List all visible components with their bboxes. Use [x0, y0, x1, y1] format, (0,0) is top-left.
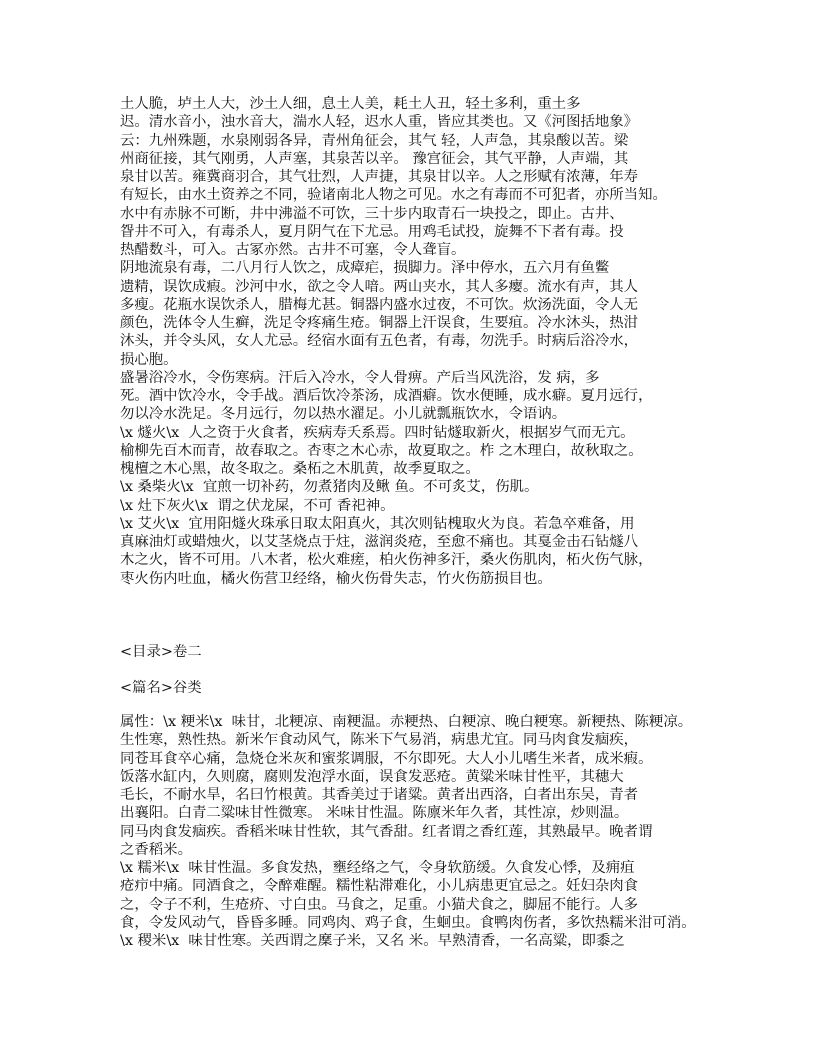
text-line: \x 桑柴火\x 宜煎一切补药，勿煮猪肉及鳅 鱼。不可炙艾，伤肌。 — [120, 479, 539, 496]
text-line: 盛暑浴冷水，令伤寒病。汗后入冷水，令人骨痹。产后当风洗浴，发 病，多 — [120, 369, 600, 386]
text-line: 多瘦。花瓶水误饮杀人，腊梅尤甚。铜器内盛水过夜，不可饮。炊汤洗面，令人无 — [120, 296, 639, 313]
text-line: 遗精，误饮成瘕。沙河中水，欲之令人喑。两山夹水，其人多瘿。流水有声，其人 — [120, 278, 639, 295]
text-line: 榆柳先百木而青，故春取之。杏枣之木心赤，故夏取之。柞 之木理白，故秋取之。 — [120, 442, 643, 459]
text-line: 沐头，并令头风，女人尤忌。经宿水面有五色者，有毒，勿洗手。时病后浴冷水， — [120, 333, 639, 350]
text-line: 木之火，皆不可用。八木者，松火难瘥，柏火伤神多汗，桑火伤肌肉，柘火伤气脉， — [120, 552, 653, 569]
text-line: 水中有赤脉不可断，井中沸溢不可饮，三十步内取青石一块投之，即止。古井、 — [120, 205, 624, 222]
text-line: 同马肉食发痼疾。香稻米味甘性软，其气香甜。红者谓之香红莲，其熟最早。晚者谓 — [120, 823, 653, 840]
text-line: 阴地流泉有毒，二八月行人饮之，成瘴疟，损脚力。泽中停水，五六月有鱼鳖 — [120, 260, 610, 277]
text-line: 颜色，洗体令人生癣，洗足令疼痛生疮。铜器上汗误食，生要疽。冷水沐头，热泔 — [120, 315, 639, 331]
text-line: \x 稷米\x 味甘性寒。关西谓之穈子米，又名 米。早熟清香，一名高粱，即黍之 — [120, 933, 625, 949]
text-line: 饭落水缸内，久则腐，腐则发泡浮水面，误食发恶疮。黄粱米味甘性平，其穗大 — [120, 768, 624, 785]
text-line: 同苍耳食卒心痛，急烧仓米灰和蜜浆调服，不尔即死。大人小儿嗜生米者，成米瘕。 — [120, 750, 653, 767]
catalog-heading: <目录>卷二 — [120, 644, 202, 660]
text-line: \x 艾火\x 宜用阳燧火珠承日取太阳真火，其次则钻槐取火为良。若急卒难备，用 — [120, 515, 635, 532]
chapter-heading: <篇名>谷类 — [120, 680, 202, 696]
text-line: 属性：\x 粳米\x 味甘，北粳凉、南粳温。赤粳热、白粳凉、晚白粳寒。新粳热、陈粳凉。 — [120, 714, 693, 730]
text-line: \x 灶下灰火\x 谓之伏龙屎，不可 香祀神。 — [120, 497, 395, 514]
text-line: 损心胞。 — [120, 351, 178, 368]
text-line: \x 糯米\x 味甘性温。多食发热，壅经络之气，令身软筋缓。久食发心悸，及痈疽 — [120, 860, 635, 876]
text-line: 食，令发风动气，昏昏多睡。同鸡肉、鸡子食，生蛔虫。食鸭肉伤者，多饮热糯米泔可消。 — [120, 914, 696, 931]
text-line: 生性寒，熟性热。新米乍食动风气，陈米下气易消，病患尤宜。同马肉食发痼疾， — [120, 732, 639, 749]
text-line: 州商征接，其气刚勇，人声塞，其泉苦以辛。 豫宫征会，其气平静，人声端，其 — [120, 150, 629, 167]
text-line: 死。酒中饮冷水，令手战。酒后饮冷茶汤，成酒癖。饮水便睡，成水癖。夏月远行， — [120, 388, 653, 404]
text-line: 之香稻米。 — [120, 841, 192, 858]
text-line: 有短长，由水土资养之不同，验诸南北人物之可见。水之有毒而不可犯者，亦所当知。 — [120, 187, 667, 204]
body-text-section-water-fire — [120, 95, 667, 588]
text-line: 之，令子不利，生疮疥、寸白虫。马食之，足重。小猫犬食之，脚屈不能行。人多 — [120, 896, 639, 913]
text-line: 槐檀之木心黑，故冬取之。桑柘之木肌黄，故季夏取之。 — [120, 461, 480, 477]
text-line: 泉甘以苦。雍冀商羽合，其气壮烈，人声捷，其泉甘以辛。人之形赋有浓薄，年寿 — [120, 169, 639, 185]
text-line: 云：九州殊题，水泉刚弱各异，青州角征会，其气 轻，人声急，其泉酸以苦。梁 — [120, 132, 629, 149]
text-line: 勿以冷水洗足。冬月远行，勿以热水濯足。小儿就瓢瓶饮水，令语讷。 — [120, 406, 567, 423]
text-line: 毛长，不耐水旱，名曰竹根黄。其香美过于诸粱。黄者出西洛，白者出东吴，青者 — [120, 787, 639, 803]
body-text-section-grains — [120, 713, 696, 950]
text-line: \x 燧火\x 人之资于火食者，疾病寿夭系焉。四时钻燧取新火，根据岁气而无亢。 — [120, 424, 635, 441]
text-line: 疮疖中痛。同酒食之，令醉难醒。糯性粘滞难化，小儿病患更宜忌之。妊妇杂肉食 — [120, 878, 639, 895]
text-line: 热醋数斗，可入。古冢亦然。古井不可塞，令人聋盲。 — [120, 242, 466, 258]
text-line: 迟。清水音小，浊水音大，湍水人轻，迟水人重，皆应其类也。又《河图括地象》 — [120, 114, 639, 131]
text-line: 枣火伤内吐血，橘火伤营卫经络，榆火伤骨失志，竹火伤筋损目也。 — [120, 570, 552, 587]
text-line: 眢井不可入，有毒杀人，夏月阴气在下尤忌。用鸡毛试投，旋舞不下者有毒。投 — [120, 223, 624, 240]
text-line: 真麻油灯或蜡烛火，以艾茎烧点于炷，滋润炎疮，至愈不痛也。其戛金击石钻燧八 — [120, 534, 639, 550]
text-line: 出襄阳。白青二粱味甘性微寒。 米味甘性温。陈廪米年久者，其性凉，炒则温。 — [120, 805, 629, 822]
text-line: 土人脆，垆土人大，沙土人细，息土人美，耗土人丑，轻土多利，重土多 — [120, 96, 581, 112]
